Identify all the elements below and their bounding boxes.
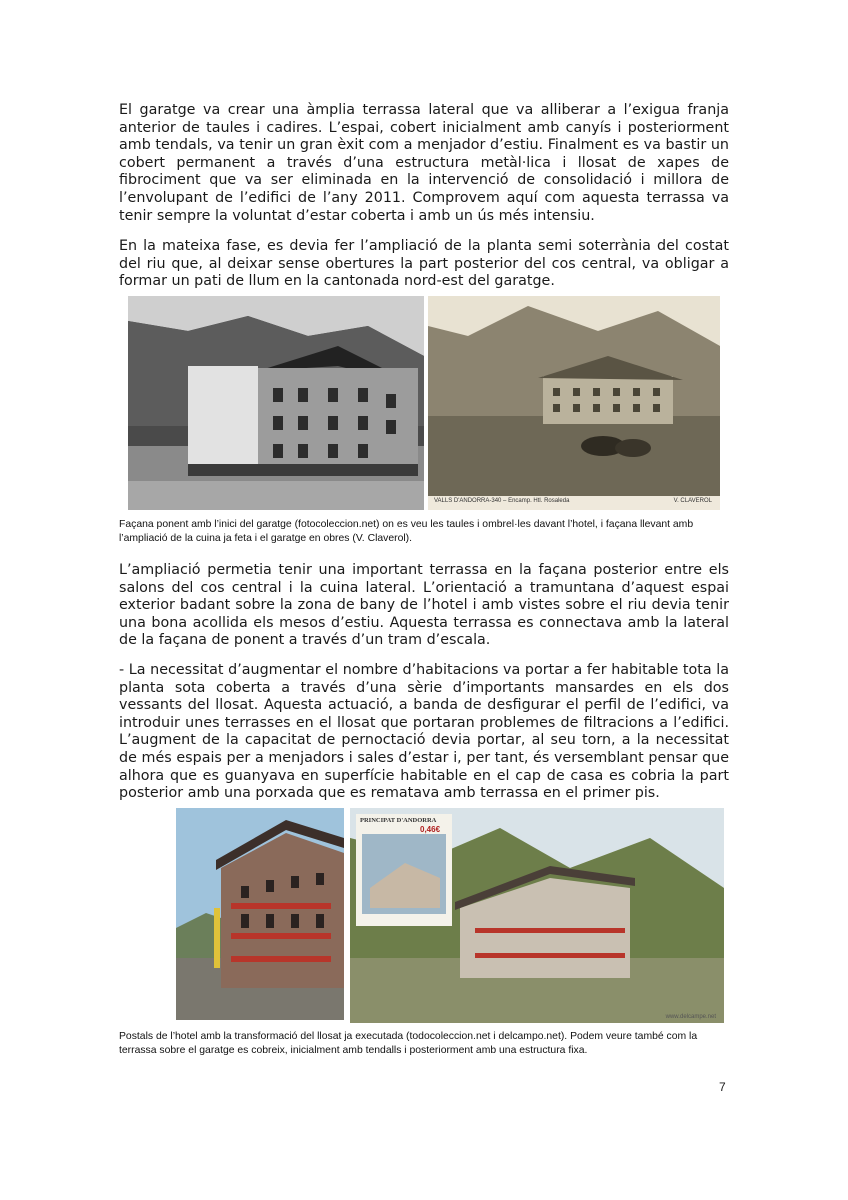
postcard-label-left: VALLS D'ANDORRA-340 – Encamp. Htl. Rosaleda (434, 498, 570, 504)
paragraph-terrassa-lateral: El garatge va crear una àmplia terrassa lateral que va alliberar a l’exigua franja anterior de taules i cadires. L’espai, cobert inicialment amb canyís i posteriorment amb tendals, va tenir un gran èxit com a menjador d’estiu. Finalment es va bastir un cobert permanent a través d’una estructura metàl·lica i llosat de xapes de fibrociment que va ser eliminada en la intervenció de consolidació i millora de l’envolupant de l’edifici de l’any 2011. Comprovem aquí com aquesta terrassa va tenir sempre la voluntat d’estar coberta i amb un ús més intensiu. (119, 102, 729, 224)
paragraph-mansardes: - La necessitat d’augmentar el nombre d’habitacions va portar a fer habitable tota la planta sota coberta a través d’una sèrie d’importants mansardes en els dos vessants del llosat. Aquesta actuació, a banda de desfigurar el perfil de l’edifici, va introduir unes terrasses en el llosat que portaran problemes de filtracions a l’edifici. L’augment de la capacitat de pernoctació devia portar, al seu torn, a la necessitat de més espais per a menjadors i sales d’estar i, per tant, és versemblant pensar que alhora que es guanyava en superfície habitable en el cap de casa es cobria la part posterior amb una porxada que es rematava amb terrassa en el primer pis. (119, 662, 729, 802)
stamp-value: 0,46€ (420, 825, 441, 834)
photo-color-postcard (176, 808, 344, 1020)
photo-east-facade-postcard (428, 296, 720, 510)
stamp-country: PRINCIPAT D'ANDORRA (360, 817, 437, 824)
caption-photos-2: Postals de l’hotel amb la transformació del llosat ja executada (todocoleccion.net i delcampo.net). Podem veure també com la terrassa sobre el garatge es cobreix, inicialment amb tendalls i posteriorment amb una estructura fixa. (119, 1031, 698, 1056)
caption-photos-1: Façana ponent amb l’inici del garatge (fotocoleccion.net) on es veu les taules i ombrel·les davant l’hotel, i façana llevant amb l’ampliació de la cuina ja feta i el garatge en obres (V. Claverol). (119, 519, 694, 544)
page-number: 7 (719, 1080, 726, 1094)
watermark: www.delcampe.net (665, 1014, 716, 1020)
photo-stamp-postcard (350, 808, 724, 1023)
paragraph-planta-semi-soterrania: En la mateixa fase, es devia fer l’ampliació de la planta semi soterrània del costat del riu que, al deixar sense obertures la part posterior del cos central, va obligar a formar un pati de llum en la cantonada nord-est del garatge. (119, 238, 729, 290)
paragraph-terrassa-posterior: L’ampliació permetia tenir una important terrassa en la façana posterior entre els salons del cos central i la cuina lateral. L’orientació a tramuntana d’aquest espai exterior badant sobre la zona de bany de l’hotel i amb vistes sobre el riu devia tenir una bona acollida els mesos d’estiu. Aquesta terrassa es connectava amb la lateral de la façana de ponent a través d’un tram d’escala. (119, 562, 729, 649)
photo-west-facade (128, 296, 424, 510)
postcard-label-right: V. CLAVEROL (673, 498, 712, 504)
